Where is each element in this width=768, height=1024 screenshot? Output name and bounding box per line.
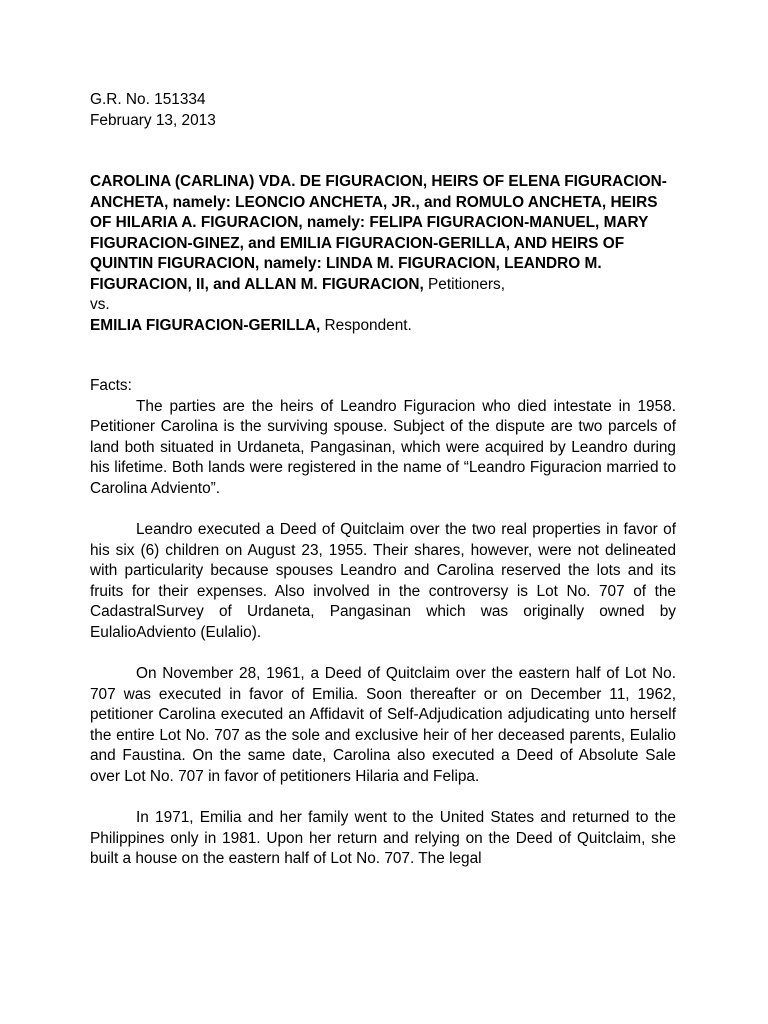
spacer [90, 787, 676, 808]
facts-paragraph-4: In 1971, Emilia and her family went to the United States and returned to the Philippines only in 1981. Upon her return and relying on the Deed of Quitclaim, she built a house on the eastern half of Lot No. 707. The legal [90, 809, 676, 867]
respondent-role: Respondent. [320, 316, 412, 334]
respondent-name: EMILIA FIGURACION-GERILLA, [90, 316, 321, 334]
facts-heading: Facts: [90, 377, 132, 394]
case-caption [90, 172, 676, 336]
facts-paragraph-2: Leandro executed a Deed of Quitclaim over the two real properties in favor of his six (6) children on August 23, 1955. Their shares, however, were not delineated with particularity because spouses Leandro and Carolina reserved the lots and its fruits for their expenses. Also involved in the controversy is Lot No. 707 of the CadastralSurvey of Urdaneta, Pangasinan which was originally owned by EulalioAdviento (Eulalio). [90, 521, 676, 641]
spacer [90, 499, 676, 520]
spacer [90, 131, 676, 172]
facts-paragraph-3: On November 28, 1961, a Deed of Quitclaim over the eastern half of Lot No. 707 was executed in favor of Emilia. Soon thereafter or on December 11, 1962, petitioner Carolina executed an Affidavit of Self-Adjudication adjudicating unto herself the entire Lot No. 707 as the sole and exclusive heir of her deceased parents, Eulalio and Faustina. On the same date, Carolina also executed a Deed of Absolute Sale over Lot No. 707 in favor of petitioners Hilaria and Felipa. [90, 665, 676, 785]
petitioners-names: CAROLINA (CARLINA) VDA. DE FIGURACION, HEIRS OF ELENA FIGURACION-ANCHETA, namely: LEONCIO ANCHETA, JR., and ROMULO ANCHETA, HEIRS OF HILARIA A. FIGURACION, namely: FELIPA FIGURACION-MANUEL, MARY FIGURACION-GINEZ, and EMILIA FIGURACION-GERILLA, AND HEIRS OF QUINTIN FIGURACION, namely: LINDA M. FIGURACION, LEANDRO M. FIGURACION, II, and ALLAN M. FIGURACION, [90, 173, 667, 293]
spacer [90, 336, 676, 376]
versus-label: vs. [90, 296, 110, 313]
facts-paragraph-1: The parties are the heirs of Leandro Figuracion who died intestate in 1958. Petitioner Carolina is the surviving spouse. Subject of the dispute are two parcels of land both situated in Urdaneta, Pangasinan, which were acquired by Leandro during his lifetime. Both lands were registered in the name of “Leandro Figuracion married to Carolina Adviento”. [90, 397, 676, 497]
case-number: G.R. No. 151334 [90, 91, 206, 108]
decision-date: February 13, 2013 [90, 111, 216, 129]
spacer [90, 643, 676, 664]
document-body [90, 90, 676, 870]
petitioners-role: Petitioners, [423, 275, 506, 293]
